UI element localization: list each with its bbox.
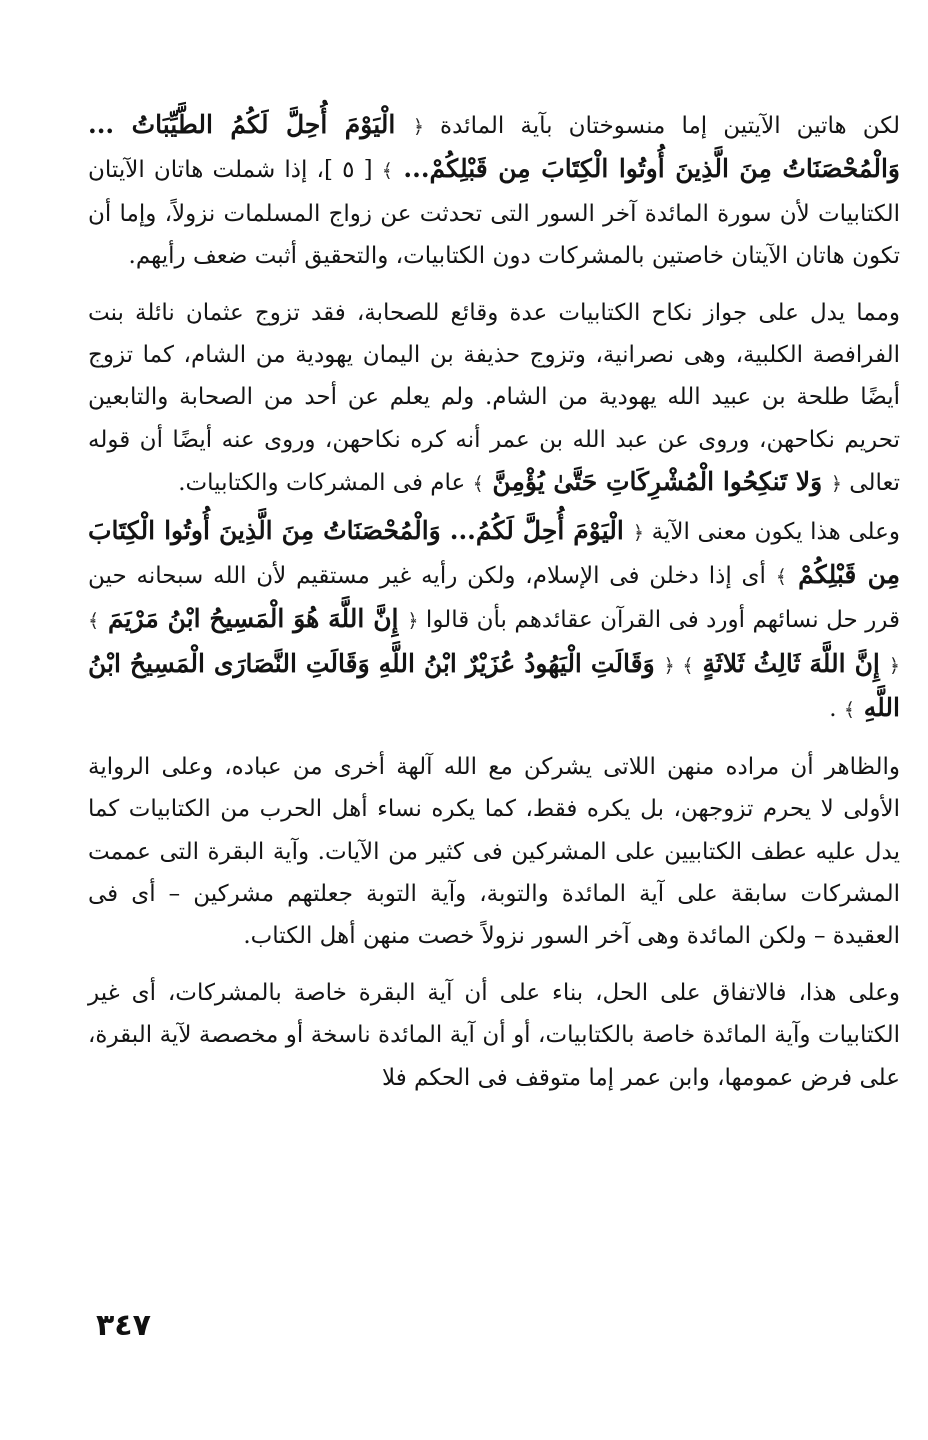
quran-bracket: ﴿ [412, 116, 424, 138]
quran-bracket: ﴾ [843, 699, 856, 722]
paragraph-4 [88, 746, 900, 958]
quran-verse: إِنَّ اللَّهَ ثَالِثُ ثَلاثَةٍ [693, 648, 889, 678]
page-number: ٣٤٧ [96, 1308, 151, 1343]
quran-bracket: ﴿ [888, 654, 900, 677]
quran-bracket: ﴾ [381, 160, 393, 183]
quran-bracket: ﴿ [830, 473, 842, 496]
quran-bracket: ﴾ [682, 654, 694, 677]
quran-bracket: ﴿ [407, 610, 419, 633]
quran-bracket: ﴾ [88, 610, 100, 633]
text-run: ومما يدل على جواز نكاح الكتابيات عدة وقائع للصحابة، فقد تزوج عثمان نائلة بنت الفرافصة الكلبية، وهى نصرانية، وتزوج حذيفة بن اليمان يهودية من الشام، كما تزوج أيضًا طلحة بن عبيد الله يهودية من الشام. ولم يعلم عن أحد من الصحابة والتابعين تحريم نكاحهن، وروى عن عبد الله بن عمر أنه كره نكاحهن، وروى عنه أيضًا أن قوله تعالى [88, 299, 900, 497]
quran-bracket: ﴿ [632, 521, 644, 544]
quran-bracket: ﴿ [663, 654, 675, 677]
quran-verse: إِنَّ اللَّهَ هُوَ الْمَسِيحُ ابْنُ مَرْيَمَ [99, 604, 408, 634]
text-run: [ ٥ ]، إذا شملت هاتان الآيتان الكتابيات لأن سورة المائدة آخر السور التى تحدثت عن زواج المسلمات نزولاً، وإما أن تكون هاتان الآيتان خاصتين بالمشركات دون الكتابيات، والتحقيق أثبت ضعف رأيهم. [88, 157, 900, 270]
quran-bracket: ﴾ [472, 473, 484, 496]
text-run: وعلى هذا يكون معنى الآية [643, 518, 900, 545]
text-run: والظاهر أن مراده منهن اللاتى يشركن مع الله آلهة أخرى من عباده، وعلى الرواية الأولى لا يحرم تزوجهن، بل يكره فقط، كما يكره نساء أهل الحرب من الكتابيات كما يدل عليه عطف الكتابيين على المشركين فى كثير من الآيات. وآية البقرة التى عممت المشركات سابقة على آية المائدة والتوبة، وآية التوبة جعلتهم مشركين – أى فى العقيدة – ولكن المائدة وهى آخر السور نزولاً خصت منهن أهل الكتاب. [88, 753, 900, 950]
quran-verse: وَلا تَنكِحُوا الْمُشْرِكَاتِ حَتَّىٰ يُؤْمِنَّ [483, 467, 831, 497]
text-run: . [829, 696, 844, 723]
page-body [88, 104, 900, 1099]
quran-bracket: ﴾ [775, 566, 787, 589]
quran-verse: وَقَالَتِ الْيَهُودُ عُزَيْرٌ ابْنُ اللَّهِ وَقَالَتِ النَّصَارَى الْمَسِيحُ ابْنُ اللَّهِ [88, 648, 900, 723]
quran-verse: الْيَوْمَ أُحِلَّ لَكُمُ الطَّيِّبَاتُ ... وَالْمُحْصَنَاتُ مِنَ الَّذِينَ أُوتُوا الْكِتَابَ مِن قَبْلِكُمْ... [88, 110, 900, 184]
text-run: عام فى المشركات والكتابيات. [178, 470, 473, 497]
paragraph-1 [88, 104, 900, 278]
quran-verse: الْيَوْمَ أُحِلَّ لَكُمُ... وَالْمُحْصَنَاتُ مِنَ الَّذِينَ أُوتُوا الْكِتَابَ مِن قَبْلِكُمْ [88, 515, 900, 590]
text-run: وعلى هذا، فالاتفاق على الحل، بناء على أن آية البقرة خاصة بالمشركات، أى غير الكتابيات وآية المائدة خاصة بالكتابيات، أو أن آية المائدة ناسخة أو مخصصة لآية البقرة، على فرض عمومها، وابن عمر إما متوقف فى الحكم فلا [88, 979, 900, 1091]
paragraph-2 [88, 292, 900, 506]
paragraph-3 [88, 510, 900, 732]
text-run: أى إذا دخلن فى الإسلام، ولكن رأيه غير مستقيم لأن الله سبحانه حين قرر حل نسائهم أورد فى القرآن عقائدهم بأن قالوا [88, 563, 900, 634]
text-run: لكن هاتين الآيتين إما منسوختان بآية المائدة [423, 113, 900, 139]
paragraph-5 [88, 972, 900, 1099]
